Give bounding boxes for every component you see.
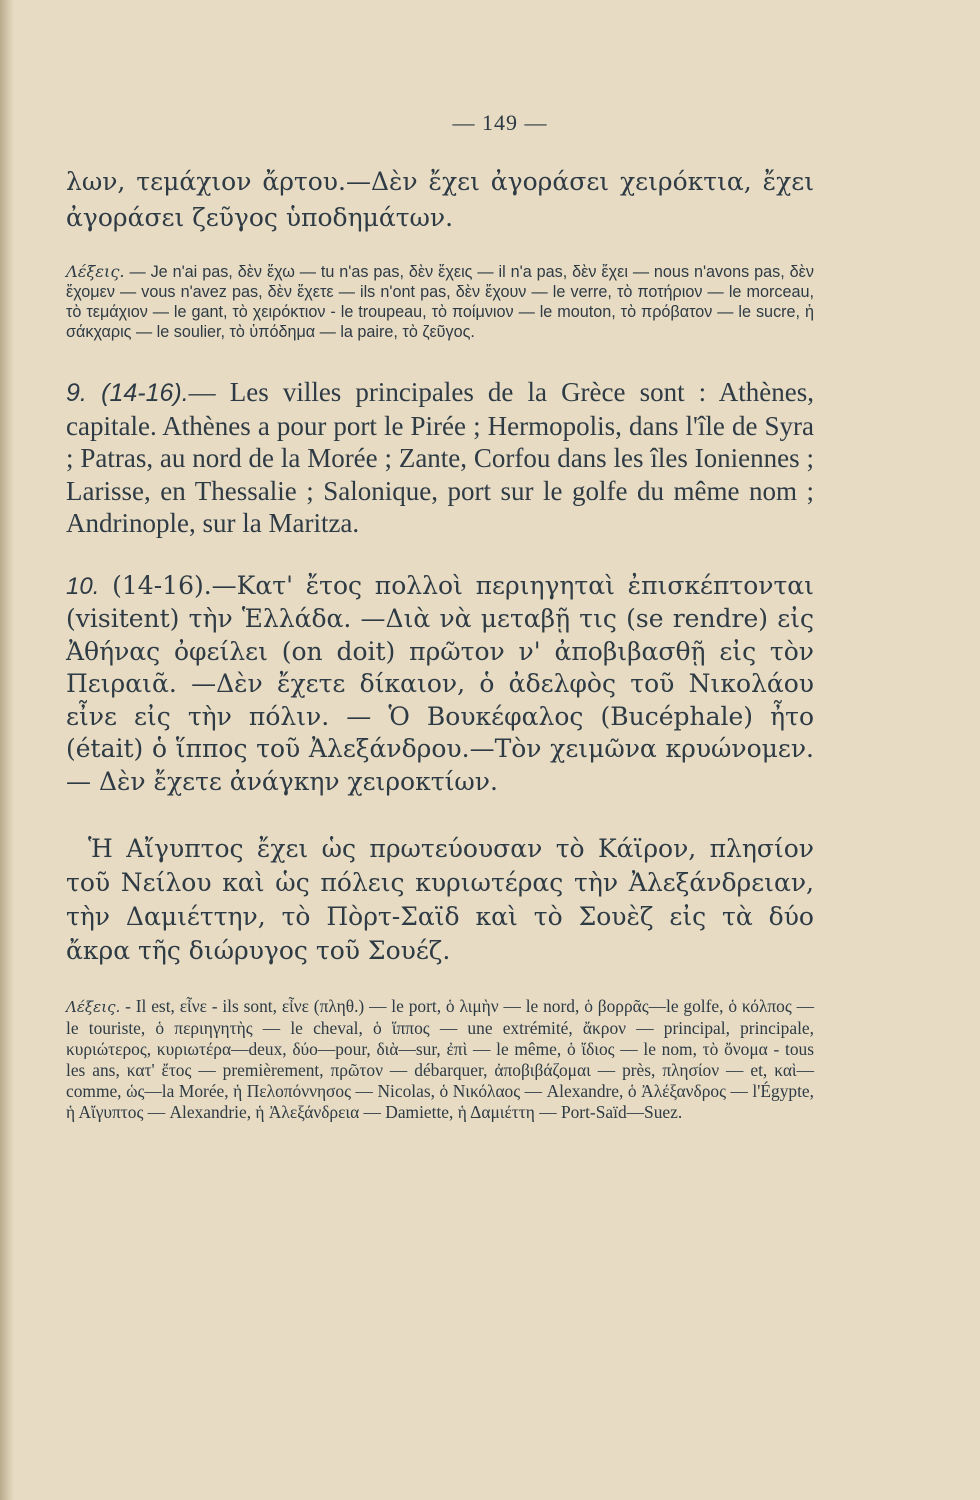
vocabulary-label-2: Λέξεις.: [66, 998, 121, 1016]
section-10-text: (14-16).—Κατ' ἔτος πολλοὶ περιηγηταὶ ἐπισκέπτονται (visitent) τὴν Ἑλλάδα. —Διὰ νὰ μεταβῇ τις (se rendre) εἰς Ἀθήνας ὀφείλει (on doit) πρῶτον ν' ἀποβιβασθῇ εἰς τὸν Πειραιᾶ. —Δὲν ἔχετε δίκαιον, ὁ ἀδελφὸς τοῦ Νικολάου εἶνε εἰς τὴν πόλιν. — Ὁ Βουκέφαλος (Bucéphale) ἦτο (était) ὁ ἵππος τοῦ Ἀλεξάνδρου.—Τὸν χειμῶνα κρυώνομεν. — Δὲν ἔχετε ἀνάγκην χειροκτίων.: [66, 570, 814, 796]
vocabulary-note-1: [66, 262, 814, 342]
book-page: [66, 110, 814, 1123]
vocabulary-text: — Je n'ai pas, δὲν ἔχω — tu n'as pas, δὲν ἔχεις — il n'a pas, δὲν ἔχει — nous n'avons pas, δὲν ἔχομεν — vous n'avez pas, δὲν ἔχετε — ils n'ont pas, δὲν ἔχουν — le verre, τὸ ποτήριον — le morceau, τὸ τεμάχιον — le gant, τὸ χειρόκτιον - le troupeau, τὸ ποίμνιον — le mouton, τὸ πρόβατον — le sucre, ἡ σάκχαρις — le soulier, τὸ ὑπόδημα — la paire, τὸ ζεῦγος.: [66, 263, 814, 341]
section-10-number: 10.: [66, 572, 100, 600]
lead-paragraph: λων, τεμάχιον ἄρτου.—Δὲν ἔχει ἀγοράσει χειρόκτια, ἔχει ἀγοράσει ζεῦγος ὑποδημάτων.: [66, 167, 814, 232]
page-edge-shadow: [0, 0, 14, 1500]
section-9-text: — Les villes principales de la Grèce sont : Athènes, capitale. Athènes a pour port le Pirée ; Hermopolis, dans l'île de Syra ; Patras, au nord de la Morée ; Zante, Corfou dans les îles Ioniennes ; Larisse, en Thessalie ; Salonique, port sur le golfe du même nom ; Andrinople, sur la Maritza.: [66, 377, 814, 538]
section-9: [66, 376, 814, 540]
egypt-paragraph: Ἡ Αἴγυπτος ἔχει ὡς πρωτεύουσαν τὸ Κάϊρον, πλησίον τοῦ Νείλου καὶ ὡς πόλεις κυριωτέρας τὴν Ἀλεξάνδρειαν, τὴν Δαμιέττην, τὸ Πὸρτ-Σαϊδ καὶ τὸ Σουὲζ εἰς τὰ δύο ἄκρα τῆς διώρυγος τοῦ Σουέζ.: [66, 834, 814, 965]
page-number: — 149 —: [452, 110, 548, 135]
vocabulary-text-2: - Il est, εἶνε - ils sont, εἶνε (πληθ.) — le port, ὁ λιμὴν — le nord, ὁ βορρᾶς—le golfe, ὁ κόλπος — le touriste, ὁ περιηγητὴς — le cheval, ὁ ἵππος — une extrémité, ἄκρον — principal, principale, κυριώτερος, κυριωτέρα—deux, δύο—pour, διὰ—sur, ἐπὶ — le même, ὁ ἴδιος — le nom, τὸ ὄνομα - tous les ans, κατ' ἔτος — premièrement, πρῶτον — débarquer, ἀποβιβάζομαι — près, πλησίον — et, καὶ—comme, ὡς—la Morée, ἡ Πελοπόννησος — Nicolas, ὁ Νικόλαος — Alexandre, ὁ Ἀλέξανδρος — l'Égypte, ἡ Αἴγυπτος — Alexandrie, ἡ Ἀλεξάνδρεια — Damiette, ἡ Δαμιέττη — Port-Saïd—Suez.: [66, 996, 814, 1122]
section-9-number: 9. (14-16).: [66, 379, 189, 407]
vocabulary-label: Λέξεις.: [66, 262, 125, 281]
section-10: [66, 570, 814, 799]
vocabulary-note-2: [66, 996, 814, 1123]
